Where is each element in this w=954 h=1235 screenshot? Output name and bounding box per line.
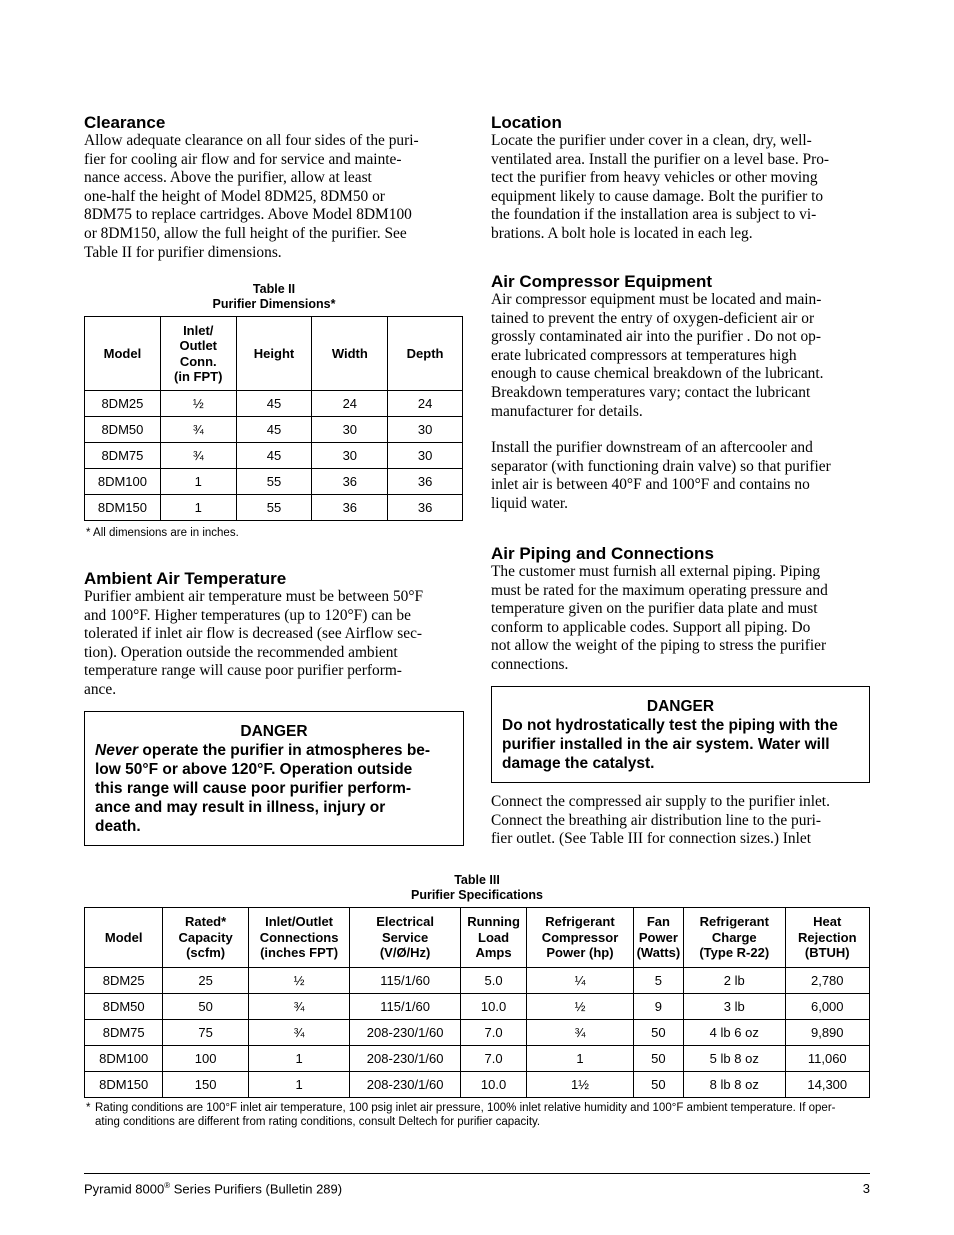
table-cell: 36 [388, 495, 463, 521]
table-cell: 25 [163, 968, 248, 994]
table-iii-footnote [86, 1101, 872, 1129]
table-cell: 1 [160, 495, 236, 521]
page-footer [84, 1173, 870, 1197]
table-header-row [85, 317, 463, 391]
table-cell: 55 [236, 469, 312, 495]
table-cell: 8DM100 [85, 1046, 163, 1072]
connection-text: Connect the compressed air supply to the purifier inlet. Connect the breathing air distribution line to the puri- fier outlet. (See Table III for connection sizes.) Inlet [491, 793, 830, 848]
table-cell: 8DM100 [85, 469, 161, 495]
table-cell: 4 lb 6 oz [684, 1020, 786, 1046]
table-cell: 14,300 [785, 1072, 869, 1098]
footer-title [84, 1181, 342, 1196]
table-cell: 50 [633, 1072, 683, 1098]
column-header: Refrigerant Charge (Type R-22) [684, 908, 786, 968]
table-cell: 36 [388, 469, 463, 495]
piping-heading: Air Piping and Connections [491, 544, 714, 563]
table-cell: 30 [312, 443, 388, 469]
table-cell: ¾ [160, 417, 236, 443]
table-cell: 8 lb 8 oz [684, 1072, 786, 1098]
column-header: Heat Rejection (BTUH) [785, 908, 869, 968]
column-header: Refrigerant Compressor Power (hp) [527, 908, 634, 968]
compressor-section [491, 273, 871, 514]
table-ii-title: Purifier Dimensions* [212, 297, 336, 311]
danger-box-temperature [84, 711, 464, 846]
table-cell: 45 [236, 391, 312, 417]
table-row [85, 968, 870, 994]
table-cell: ½ [248, 968, 350, 994]
table-cell: 5 [633, 968, 683, 994]
table-cell: 6,000 [785, 994, 869, 1020]
dimensions-table-body [85, 391, 463, 521]
table-cell: ¾ [160, 443, 236, 469]
table-cell: 150 [163, 1072, 248, 1098]
danger-title: DANGER [240, 723, 308, 740]
danger-box-hydrostatic [491, 686, 870, 783]
table-cell: 24 [388, 391, 463, 417]
table-cell: 208-230/1/60 [350, 1046, 461, 1072]
footnote-text: Rating conditions are 100°F inlet air temperature, 100 psig inlet air pressure, 100% inlet relative humidity and 100°F ambient temperature. If oper- ating conditions are different from rating conditions, consult Deltech for purifier capacity. [95, 1102, 836, 1128]
column-header: Inlet/ Outlet Conn. (in FPT) [160, 317, 236, 391]
column-header: Width [312, 317, 388, 391]
table-ii-footnote: * All dimensions are in inches. [86, 527, 239, 539]
table-cell: 8DM150 [85, 495, 161, 521]
table-iii-label: Table III [454, 873, 500, 887]
column-header: Model [85, 908, 163, 968]
location-text: Locate the purifier under cover in a clean, dry, well- ventilated area. Install the purifier on a level base. Pro- tect the purifier from heavy vehicles or other moving equipment likely to cause damage. Bolt the purifier to the foundation if the installation area is subject to vi- brations. A bolt hole is located in each leg. [491, 132, 830, 242]
table-cell: 8DM50 [85, 994, 163, 1020]
table-cell: 45 [236, 443, 312, 469]
table-cell: 55 [236, 495, 312, 521]
clearance-section [84, 114, 464, 262]
table-cell: 8DM75 [85, 443, 161, 469]
table-row [85, 417, 463, 443]
table-cell: 2,780 [785, 968, 869, 994]
table-iii-caption [84, 873, 870, 903]
table-cell: 8DM25 [85, 968, 163, 994]
table-cell: 8DM75 [85, 1020, 163, 1046]
table-cell: 100 [163, 1046, 248, 1072]
table-cell: ¾ [248, 994, 350, 1020]
table-cell: 30 [388, 417, 463, 443]
table-cell: 3 lb [684, 994, 786, 1020]
table-row [85, 1072, 870, 1098]
table-cell: 5 lb 8 oz [684, 1046, 786, 1072]
table-cell: 115/1/60 [350, 994, 461, 1020]
specifications-table [84, 907, 870, 1098]
table-cell: 1 [527, 1046, 634, 1072]
table-cell: 10.0 [460, 994, 526, 1020]
table-cell: 50 [633, 1046, 683, 1072]
table-cell: 36 [312, 495, 388, 521]
table-cell: 208-230/1/60 [350, 1072, 461, 1098]
table-cell: 208-230/1/60 [350, 1020, 461, 1046]
column-header: Electrical Service (V/Ø/Hz) [350, 908, 461, 968]
table-cell: 1 [160, 469, 236, 495]
ambient-heading: Ambient Air Temperature [84, 569, 287, 588]
column-header: Height [236, 317, 312, 391]
table-header-row [85, 908, 870, 968]
table-cell: 7.0 [460, 1046, 526, 1072]
column-header: Fan Power (Watts) [633, 908, 683, 968]
compressor-heading: Air Compressor Equipment [491, 272, 713, 291]
table-cell: 30 [312, 417, 388, 443]
table-cell: 8DM50 [85, 417, 161, 443]
table-cell: 5.0 [460, 968, 526, 994]
column-header: Running Load Amps [460, 908, 526, 968]
connection-section [491, 793, 871, 849]
table-row [85, 495, 463, 521]
table-cell: 75 [163, 1020, 248, 1046]
column-header: Rated* Capacity (scfm) [163, 908, 248, 968]
table-cell: 10.0 [460, 1072, 526, 1098]
location-section [491, 114, 871, 244]
table-cell: 30 [388, 443, 463, 469]
page-number: 3 [862, 1181, 870, 1196]
table-ii-caption [84, 282, 464, 312]
piping-text: The customer must furnish all external piping. Piping must be rated for the maximum operating pressure and temperature given on the purifier data plate and must conform to applicable codes. Support all piping. Do not allow the weight of the piping to stress the purifier connections. [491, 563, 828, 673]
table-row [85, 994, 870, 1020]
danger-body: operate the purifier in atmospheres be- low 50°F or above 120°F. Operation outside this range will cause poor purifier perform- ance and may result in illness, injury or death. [95, 742, 431, 835]
location-heading: Location [491, 113, 562, 132]
table-cell: ¾ [527, 1020, 634, 1046]
ambient-text: Purifier ambient air temperature must be between 50°F and 100°F. Higher temperatures (up to 120°F) can be tolerated if inlet air flow is decreased (see Airflow sec- tion). Operation outside the recommended ambient temperature range will cause poor purifier perform- ance. [84, 588, 424, 698]
danger-text: Do not hydrostatically test the piping with the purifier installed in the air system. Water will damage the catalyst. [502, 717, 838, 772]
table-cell: 7.0 [460, 1020, 526, 1046]
ambient-section [84, 570, 464, 700]
table-cell: 1 [248, 1072, 350, 1098]
table-cell: 8DM150 [85, 1072, 163, 1098]
compressor-install-text: Install the purifier downstream of an aftercooler and separator (with functioning drain valve) so that purifier inlet air is between 40°F and 100°F and contains no liquid water. [491, 439, 831, 512]
table-cell: 1 [248, 1046, 350, 1072]
table-iii-title: Purifier Specifications [411, 888, 543, 902]
table-cell: 36 [312, 469, 388, 495]
footnote-asterisk: * [86, 1102, 91, 1114]
table-cell: 8DM25 [85, 391, 161, 417]
footer-title-main: Pyramid 8000 [84, 1181, 165, 1197]
table-row [85, 1046, 870, 1072]
compressor-text: Air compressor equipment must be located and main- tained to prevent the entry of oxygen-deficient air or grossly contaminated air into the purifier . Do not op- erate lubricated compressors at temperatures high enough to cause chemical breakdown of the lubricant. Breakdown temperatures vary; contact the lubricant manufacturer for details. [491, 291, 824, 420]
column-header: Model [85, 317, 161, 391]
danger-text [95, 741, 453, 836]
column-header: Inlet/Outlet Connections (inches FPT) [248, 908, 350, 968]
table-cell: 115/1/60 [350, 968, 461, 994]
specifications-table-body [85, 968, 870, 1098]
registered-mark: ® [164, 1181, 171, 1190]
table-cell: 45 [236, 417, 312, 443]
piping-section [491, 545, 871, 675]
table-cell: ½ [160, 391, 236, 417]
table-cell: 24 [312, 391, 388, 417]
table-cell: 50 [633, 1020, 683, 1046]
danger-emphasis: Never [95, 742, 139, 759]
table-row [85, 469, 463, 495]
clearance-heading: Clearance [84, 113, 166, 132]
column-header: Depth [388, 317, 463, 391]
dimensions-table [84, 316, 463, 521]
footer-title-rest: Series Purifiers (Bulletin 289) [170, 1181, 343, 1197]
table-cell: 11,060 [785, 1046, 869, 1072]
table-row [85, 443, 463, 469]
table-cell: 9,890 [785, 1020, 869, 1046]
clearance-text: Allow adequate clearance on all four sides of the puri- fier for cooling air flow and for service and mainte- nance access. Above the purifier, allow at least one-half the height of Model 8DM25, 8DM50 or 8DM75 to replace cartridges. Above Model 8DM100 or 8DM150, allow the full height of the purifier. See Table II for purifier dimensions. [84, 132, 419, 261]
table-cell: 1½ [527, 1072, 634, 1098]
table-cell: 2 lb [684, 968, 786, 994]
table-cell: ½ [527, 994, 634, 1020]
table-cell: ¾ [248, 1020, 350, 1046]
table-cell: 50 [163, 994, 248, 1020]
table-cell: 9 [633, 994, 683, 1020]
danger-title: DANGER [646, 698, 715, 715]
table-ii-label: Table II [252, 282, 296, 296]
table-row [85, 391, 463, 417]
table-cell: ¼ [527, 968, 634, 994]
table-row [85, 1020, 870, 1046]
